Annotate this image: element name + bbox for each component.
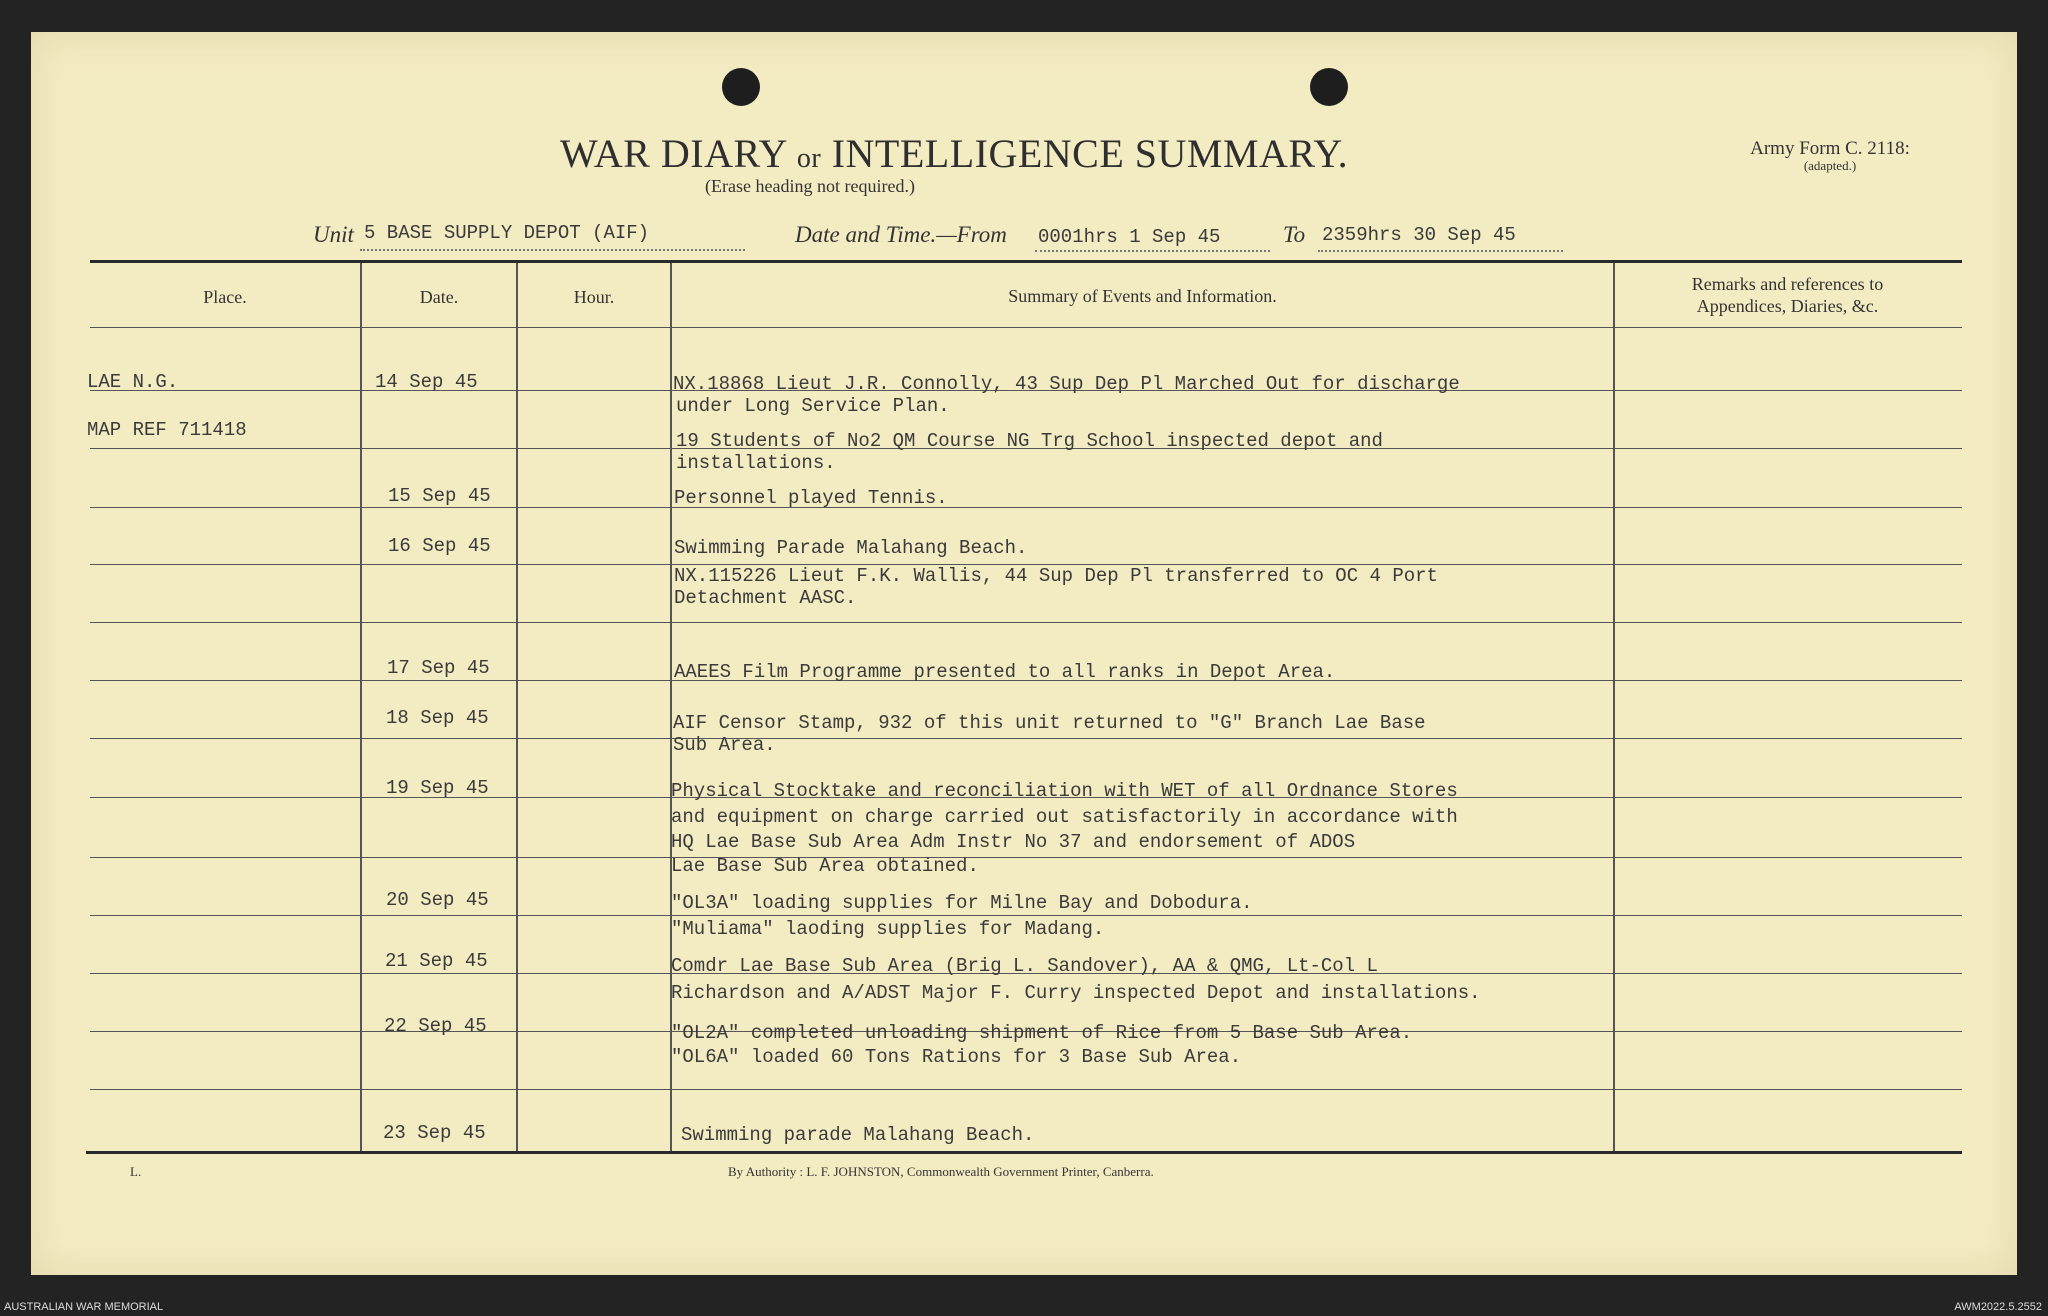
unit-label: Unit bbox=[313, 222, 354, 247]
column-header-date: Date. bbox=[419, 287, 459, 307]
summary-line: Lae Base Sub Area obtained. bbox=[671, 855, 979, 877]
column-divider-hour bbox=[670, 263, 672, 1151]
row-rule bbox=[90, 915, 1962, 916]
unit-value: 5 BASE SUPPLY DEPOT (AIF) bbox=[364, 222, 650, 244]
date-entry: 18 Sep 45 bbox=[386, 707, 489, 729]
summary-line: AIF Censor Stamp, 932 of this unit returned to "G" Branch Lae Base bbox=[673, 712, 1426, 734]
summary-line: Personnel played Tennis. bbox=[674, 487, 948, 509]
date-entry: 16 Sep 45 bbox=[388, 535, 491, 557]
summary-line: NX.115226 Lieut F.K. Wallis, 44 Sup Dep Pl transferred to OC 4 Port bbox=[674, 565, 1438, 587]
remarks-header-line-1: Remarks and references to bbox=[1691, 274, 1884, 294]
summary-line: AAEES Film Programme presented to all ranks in Depot Area. bbox=[674, 661, 1336, 683]
punch-hole-left bbox=[722, 68, 760, 106]
date-entry: 21 Sep 45 bbox=[385, 950, 488, 972]
title-or: or bbox=[796, 143, 822, 174]
summary-line: "OL2A" completed unloading shipment of Rice from 5 Base Sub Area. bbox=[671, 1022, 1413, 1044]
punch-hole-right bbox=[1310, 68, 1348, 106]
column-divider-place bbox=[360, 263, 362, 1151]
row-rule bbox=[90, 738, 1962, 739]
column-header-place: Place. bbox=[203, 287, 247, 307]
to-dotted-line bbox=[1318, 250, 1563, 252]
row-rule bbox=[90, 327, 1962, 328]
summary-line: Physical Stocktake and reconciliation with WET of all Ordnance Stores bbox=[671, 780, 1458, 802]
summary-line: installations. bbox=[676, 452, 836, 474]
table-bottom-rule bbox=[86, 1151, 1962, 1154]
row-rule bbox=[90, 622, 1962, 623]
remarks-header-line-2: Appendices, Diaries, &c. bbox=[1696, 296, 1879, 316]
date-entry: 22 Sep 45 bbox=[384, 1015, 487, 1037]
archive-reference: AWM2022.5.2552 bbox=[1954, 1301, 2042, 1313]
printer-authority: By Authority : L. F. JOHNSTON, Commonwealth Government Printer, Canberra. bbox=[728, 1164, 1154, 1179]
summary-line: Comdr Lae Base Sub Area (Brig L. Sandover), AA & QMG, Lt-Col L bbox=[671, 955, 1378, 977]
summary-line: NX.18868 Lieut J.R. Connolly, 43 Sup Dep Pl Marched Out for discharge bbox=[673, 373, 1460, 395]
footer-mark: L. bbox=[130, 1164, 142, 1179]
summary-line: and equipment on charge carried out satisfactorily in accordance with bbox=[671, 806, 1458, 828]
column-divider-summary bbox=[1613, 263, 1615, 1151]
to-label: To bbox=[1283, 222, 1306, 247]
date-entry: 20 Sep 45 bbox=[386, 889, 489, 911]
column-divider-date bbox=[516, 263, 518, 1151]
summary-line: "OL3A" loading supplies for Milne Bay and Dobodura. bbox=[671, 892, 1253, 914]
title-part-1: WAR DIARY bbox=[560, 131, 787, 176]
column-header-summary: Summary of Events and Information. bbox=[1008, 286, 1277, 306]
form-title bbox=[560, 130, 1349, 177]
summary-line: "OL6A" loaded 60 Tons Rations for 3 Base Sub Area. bbox=[671, 1046, 1242, 1068]
title-part-2: INTELLIGENCE SUMMARY. bbox=[831, 131, 1349, 176]
date-time-label: Date and Time.—From bbox=[795, 222, 1007, 247]
date-entry: 15 Sep 45 bbox=[388, 485, 491, 507]
summary-line: Richardson and A/ADST Major F. Curry inspected Depot and installations. bbox=[671, 982, 1481, 1004]
date-entry: 14 Sep 45 bbox=[375, 371, 478, 393]
archive-caption: AUSTRALIAN WAR MEMORIAL bbox=[4, 1301, 164, 1313]
summary-line: Swimming parade Malahang Beach. bbox=[681, 1124, 1035, 1146]
row-rule bbox=[90, 1089, 1962, 1090]
column-header-hour: Hour. bbox=[573, 287, 615, 307]
column-header-remarks bbox=[1615, 273, 1960, 317]
to-value: 2359hrs 30 Sep 45 bbox=[1322, 224, 1516, 246]
unit-dotted-line bbox=[360, 249, 745, 251]
table-top-rule bbox=[90, 260, 1962, 263]
army-form-number bbox=[1730, 138, 1930, 174]
date-entry: 19 Sep 45 bbox=[386, 777, 489, 799]
summary-line: HQ Lae Base Sub Area Adm Instr No 37 and endorsement of ADOS bbox=[671, 831, 1356, 853]
form-subtitle: (Erase heading not required.) bbox=[705, 176, 915, 196]
place-entry: MAP REF 711418 bbox=[87, 419, 247, 441]
from-dotted-line bbox=[1035, 250, 1270, 252]
summary-line: Detachment AASC. bbox=[674, 587, 857, 609]
summary-line: 19 Students of No2 QM Course NG Trg School inspected depot and bbox=[676, 430, 1383, 452]
summary-line: under Long Service Plan. bbox=[676, 395, 950, 417]
place-entry: LAE N.G. bbox=[87, 371, 179, 393]
row-rule bbox=[90, 507, 1962, 508]
date-entry: 17 Sep 45 bbox=[387, 657, 490, 679]
row-rule bbox=[90, 857, 1962, 858]
army-form-note: (adapted.) bbox=[1803, 158, 1857, 173]
from-value: 0001hrs 1 Sep 45 bbox=[1038, 226, 1221, 248]
summary-line: "Muliama" laoding supplies for Madang. bbox=[671, 918, 1105, 940]
date-entry: 23 Sep 45 bbox=[383, 1122, 486, 1144]
army-form-label: Army Form C. 2118: bbox=[1750, 138, 1910, 159]
summary-line: Swimming Parade Malahang Beach. bbox=[674, 537, 1028, 559]
summary-line: Sub Area. bbox=[673, 734, 776, 756]
